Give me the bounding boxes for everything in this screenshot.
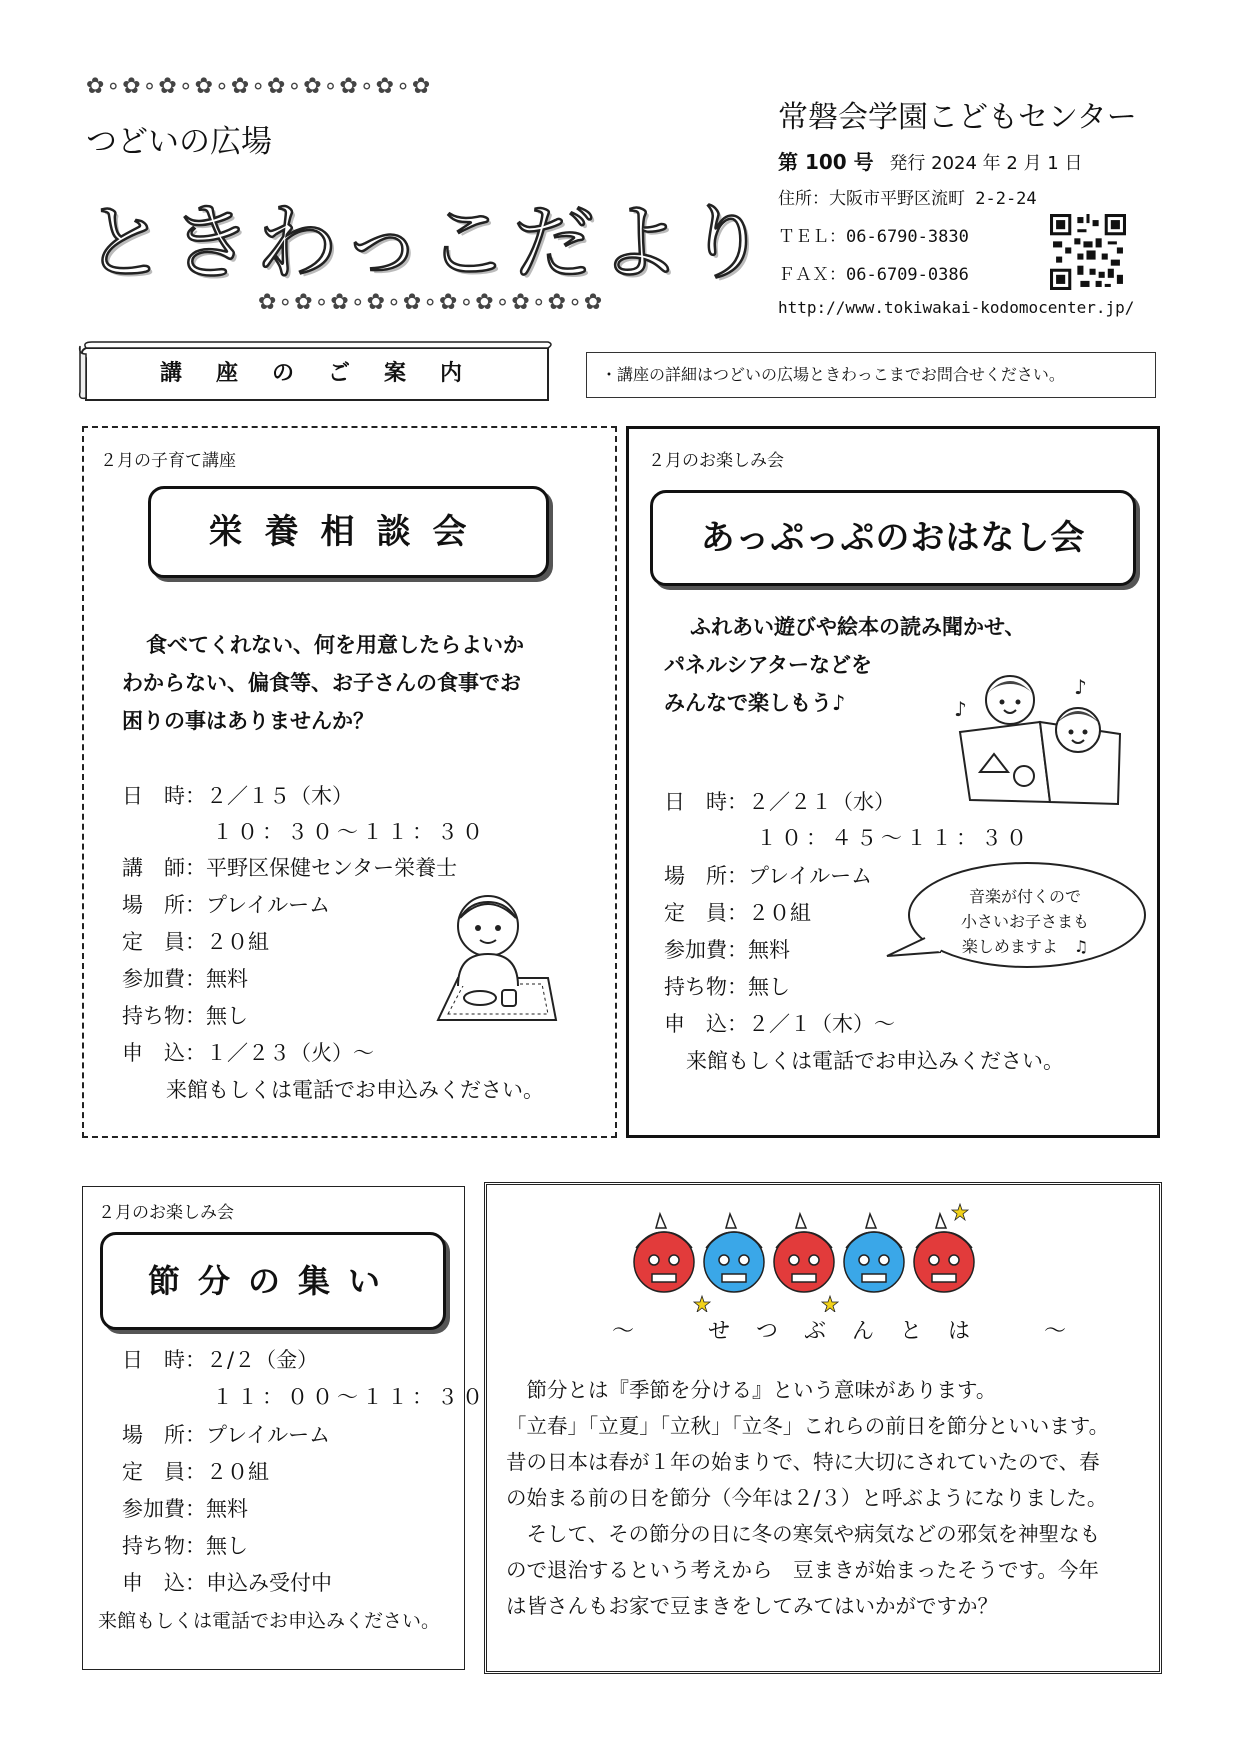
- course2-time: １０：４５～１１：３０: [756, 826, 1031, 850]
- setsubun-line-7: は皆さんもお家で豆まきをしてみてはいかがですか？: [506, 1594, 998, 1618]
- course2-apply: 申 込：２／１（木）～: [664, 1012, 895, 1036]
- course3-bring: 持ち物：無し: [122, 1534, 248, 1558]
- course1-fee: 参加費：無料: [122, 967, 248, 991]
- course1-apply: 申 込：１／２３（火）～: [122, 1041, 374, 1065]
- qr-code-icon: [1050, 214, 1126, 290]
- course3-date: 日 時：２/２（金）: [122, 1348, 319, 1372]
- course2-label: ２月のお楽しみ会: [648, 451, 784, 471]
- course1-apply-note: 来館もしくは電話でお申込みください。: [166, 1078, 544, 1102]
- course2-title: あっぷっぷのおはなし会: [650, 490, 1136, 586]
- setsubun-line-3: 昔の日本は春が１年の始まりで、特に大切にされていたので、春: [506, 1450, 1100, 1474]
- course1-place: 場 所：プレイルーム: [122, 893, 331, 917]
- course3-label: ２月のお楽しみ会: [98, 1203, 234, 1223]
- course2-place: 場 所：プレイルーム: [664, 864, 873, 888]
- course1-date: 日 時：２／１５（木）: [122, 784, 353, 808]
- svg-text:♪: ♪: [1074, 675, 1087, 699]
- issue-date: 発行 2024 年 2 月 1 日: [889, 153, 1083, 174]
- newsletter-subtitle: つどいの広場: [86, 124, 272, 160]
- course3-capacity: 定 員：２０組: [122, 1460, 269, 1484]
- course3-title: 節分の集い: [100, 1232, 446, 1330]
- setsubun-heading: ～ せつぶんとは ～: [612, 1319, 1093, 1344]
- course2-capacity: 定 員：２０組: [664, 901, 811, 925]
- course3-place: 場 所：プレイルーム: [122, 1423, 331, 1447]
- website-url[interactable]: http://www.tokiwakai-kodomocenter.jp/: [778, 298, 1135, 317]
- course1-lead: 食べてくれない、何を用意したらよいか わからない、偏食等、お子さんの食事でお 困りの事はありませんか？: [122, 633, 524, 733]
- organization-name: 常磐会学園こどもセンター: [778, 100, 1137, 135]
- setsubun-line-4: の始まる前の日を節分（今年は２/３）と呼ぶようになりました。: [506, 1486, 1108, 1510]
- speech-bubble-text: 音楽が付くので 小さいお子さまも 楽しめますよ ♫: [960, 887, 1089, 956]
- children-reading-illustration: [950, 672, 1140, 812]
- svg-text:♪: ♪: [954, 697, 967, 721]
- course2-bring: 持ち物：無し: [664, 975, 790, 999]
- flower-border-bottom: ✿∘✿∘✿∘✿∘✿∘✿∘✿∘✿∘✿∘✿: [258, 290, 605, 315]
- oni-demon-faces-icon: [630, 1200, 980, 1312]
- issue-number: 第 100 号: [778, 150, 874, 174]
- course3-time: １１：００～１１：３０: [212, 1385, 487, 1409]
- course1-capacity: 定 員：２０組: [122, 930, 269, 954]
- setsubun-line-1: 節分とは『季節を分ける』という意味があります。: [506, 1378, 997, 1402]
- course2-fee: 参加費：無料: [664, 938, 790, 962]
- child-eating-illustration: [418, 888, 558, 1026]
- course2-apply-note: 来館もしくは電話でお申込みください。: [686, 1049, 1064, 1073]
- fax: ＦＡＸ：06-6709-0386: [778, 265, 969, 285]
- section-notice: ・講座の詳細はつどいの広場ときわっこまでお問合せください。: [586, 352, 1156, 398]
- course2-date: 日 時：２／２１（水）: [664, 790, 895, 814]
- course1-bring: 持ち物：無し: [122, 1004, 248, 1028]
- course2-lead: ふれあい遊びや絵本の読み聞かせ、 パネルシアターなどを みんなで楽しもう♪: [664, 615, 1026, 715]
- setsubun-line-6: ので退治するという考えから 豆まきが始まったそうです。今年: [506, 1558, 1099, 1582]
- course1-lecturer: 講 師：平野区保健センター栄養士: [122, 856, 458, 880]
- section-heading: 講座のご案内: [160, 361, 497, 386]
- course1-label: ２月の子育て講座: [100, 451, 236, 471]
- course3-fee: 参加費：無料: [122, 1497, 248, 1521]
- course1-time: １０：３０～１１：３０: [212, 820, 487, 844]
- address: 住所：大阪市平野区流町 2-2-24: [778, 189, 1037, 209]
- course1-title: 栄養相談会: [148, 486, 549, 578]
- setsubun-line-2: 「立春」「立夏」「立秋」「立冬」これらの前日を節分といいます。: [506, 1414, 1110, 1438]
- issue-line: [778, 146, 1082, 175]
- telephone: ＴＥＬ：06-6790-3830: [778, 227, 969, 247]
- course3-apply: 申 込：申込み受付中: [122, 1571, 332, 1595]
- flower-border-top: ✿∘✿∘✿∘✿∘✿∘✿∘✿∘✿∘✿∘✿: [86, 74, 433, 99]
- setsubun-line-5: そして、その節分の日に冬の寒気や病気などの邪気を神聖なも: [506, 1522, 1101, 1546]
- course3-apply-note: 来館もしくは電話でお申込みください。: [98, 1610, 441, 1632]
- newsletter-title: ときわっこだより: [84, 196, 772, 291]
